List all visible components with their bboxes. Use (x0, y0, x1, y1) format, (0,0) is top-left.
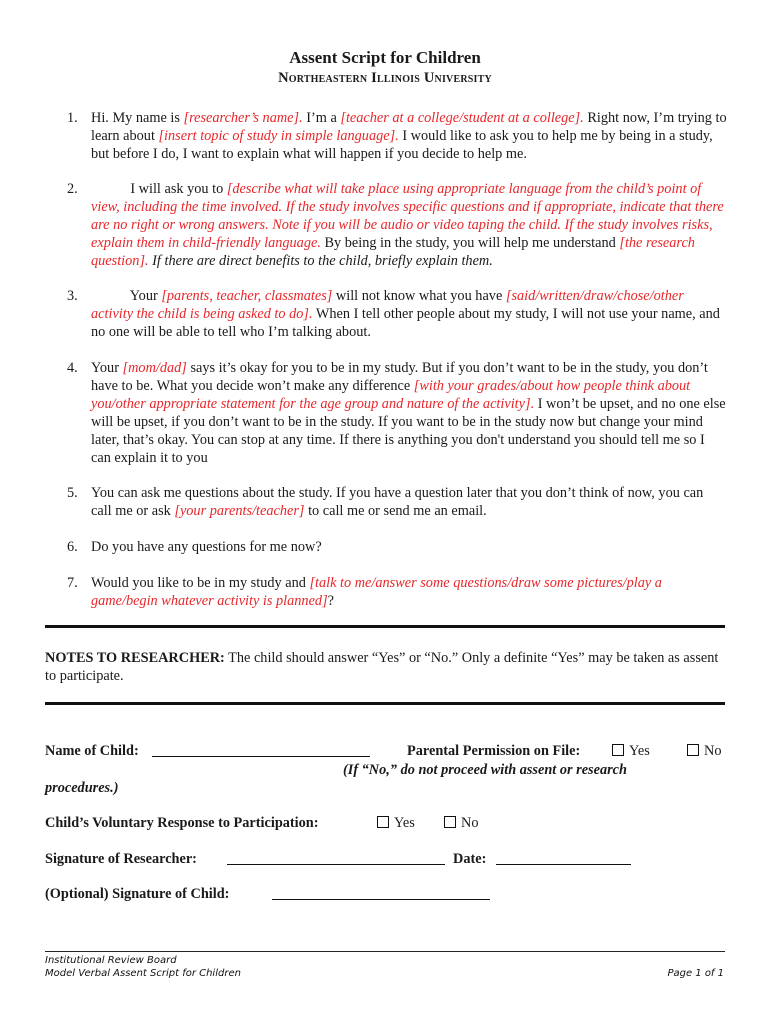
item-number: 1. (67, 110, 78, 126)
researcher-notes (45, 649, 725, 685)
divider-top (45, 625, 725, 628)
parental-yes-label: Yes (629, 743, 650, 759)
script-text: By being in the study, you will help me understand (320, 235, 620, 251)
child-signature-line[interactable] (272, 887, 490, 900)
footer-left (45, 954, 241, 980)
script-item-5 (67, 484, 727, 520)
voluntary-no-option[interactable] (444, 814, 478, 832)
item-text (91, 180, 727, 270)
placeholder-instruction: [said/written/draw/chose/other activity the child is being asked to do]. (91, 288, 684, 322)
placeholder-instruction: [insert topic of study in simple language]. (158, 128, 399, 144)
placeholder-instruction: [researcher’s name]. (183, 110, 303, 126)
parental-yes-option[interactable] (612, 742, 650, 760)
researcher-signature-label: Signature of Researcher: (45, 851, 197, 867)
voluntary-yes-option[interactable] (377, 814, 415, 832)
script-item-3 (67, 287, 727, 341)
script-text: When I tell other people about my study, I will not use your name, and no one will be able to tell who I’m talking about. (91, 306, 720, 340)
script-item-2 (67, 180, 727, 270)
script-text: I will ask you to (91, 181, 227, 197)
item-text (91, 538, 727, 556)
researcher-signature-line[interactable] (227, 852, 445, 865)
parental-note-line2: procedures.) (45, 780, 119, 796)
voluntary-no-label: No (461, 815, 479, 831)
script-text: to call me or send me an email. (304, 503, 487, 519)
page-number: Page 1 of 1 (667, 968, 724, 979)
item-number: 6. (67, 539, 78, 555)
item-number: 3. (67, 288, 78, 304)
date-label: Date: (453, 851, 487, 867)
item-text (91, 287, 727, 341)
item-number: 5. (67, 485, 78, 501)
checkbox-icon[interactable] (377, 816, 389, 828)
footer-line1: Institutional Review Board (45, 955, 177, 966)
checkbox-icon[interactable] (687, 744, 699, 756)
script-text: will not know what you have (332, 288, 506, 304)
name-of-child-label: Name of Child: (45, 743, 139, 759)
footer-line2: Model Verbal Assent Script for Children (45, 968, 241, 979)
script-text: Your (91, 360, 123, 376)
item-text (91, 359, 727, 467)
placeholder-instruction: [mom/dad] (122, 360, 187, 376)
item-text (91, 109, 727, 163)
script-text: says it’s okay for you to be in my study. But if you don’t want to be in the study, you don’t have to be. What you decide won’t make any difference (91, 360, 708, 394)
parental-permission-label: Parental Permission on File: (407, 743, 581, 759)
name-of-child-line[interactable] (152, 744, 370, 757)
script-item-1 (67, 109, 727, 163)
page-title: Assent Script for Children (289, 48, 481, 67)
script-text: Right now, I’m trying to learn about (91, 110, 727, 144)
script-text: ? (327, 593, 334, 609)
placeholder-instruction: [teacher at a college/student at a college]. (340, 110, 584, 126)
placeholder-instruction: [your parents/teacher] (174, 503, 305, 519)
placeholder-instruction: [parents, teacher, classmates] (161, 288, 333, 304)
parental-no-label: No (704, 743, 722, 759)
script-text: Hi. My name is (91, 110, 184, 126)
parental-no-option[interactable] (687, 742, 721, 760)
script-text: Your (91, 288, 162, 304)
item-number: 7. (67, 575, 78, 591)
item-text (91, 484, 727, 520)
university-name: Northeastern Illinois University (278, 70, 492, 86)
parental-note-line1: (If “No,” do not proceed with assent or research (343, 762, 627, 778)
item-number: 2. (67, 181, 78, 197)
script-text: Do you have any questions for me now? (91, 539, 322, 555)
script-text: I would like to ask you to help me by being in a study, but before I do, I want to explain what will happen if you decide to help me. (91, 128, 713, 162)
item-text (91, 574, 727, 610)
notes-text: The child should answer “Yes” or “No.” Only a definite “Yes” may be taken as assent to participate. (45, 650, 719, 684)
voluntary-yes-label: Yes (394, 815, 415, 831)
child-signature-label: (Optional) Signature of Child: (45, 886, 230, 902)
script-text: If there are direct benefits to the child, briefly explain them. (148, 253, 493, 269)
script-item-4 (67, 359, 727, 467)
placeholder-instruction: [describe what will take place using appropriate language from the child’s point of view, including the time involved. If the study involves specific questions and if appropriate, indicate that there are no right or wrong answers. Note if you will be audio or video taping the child. If the study involves risks, explain them in child-friendly language. (91, 181, 724, 251)
script-text: You can ask me questions about the study. If you have a question later that you don’t think of now, you can call me or ask (91, 485, 704, 519)
script-item-6 (67, 538, 727, 556)
script-item-7 (67, 574, 727, 610)
script-text: I won’t be upset, and no one else will be upset, if you don’t want to be in the study. If you want to be in the study now but change your mind later, that’s okay. You can stop at any time. If there is anything you don't understand you should tell me so I can explain it to you (91, 396, 726, 466)
checkbox-icon[interactable] (444, 816, 456, 828)
divider-bottom (45, 702, 725, 705)
script-text: I’m a (302, 110, 341, 126)
placeholder-instruction: [with your grades/about how people think about you/other appropriate statement for the age group and nature of the activity]. (91, 378, 691, 412)
footer-divider (45, 951, 725, 952)
date-line[interactable] (496, 852, 631, 865)
checkbox-icon[interactable] (612, 744, 624, 756)
placeholder-instruction: [talk to me/answer some questions/draw some pictures/play a game/begin whatever activity is planned] (91, 575, 662, 609)
script-text: Would you like to be in my study and (91, 575, 310, 591)
notes-label: NOTES TO RESEARCHER: (45, 650, 225, 666)
placeholder-instruction: [the research question]. (91, 235, 695, 269)
item-number: 4. (67, 360, 78, 376)
voluntary-response-label: Child’s Voluntary Response to Participation: (45, 815, 319, 831)
